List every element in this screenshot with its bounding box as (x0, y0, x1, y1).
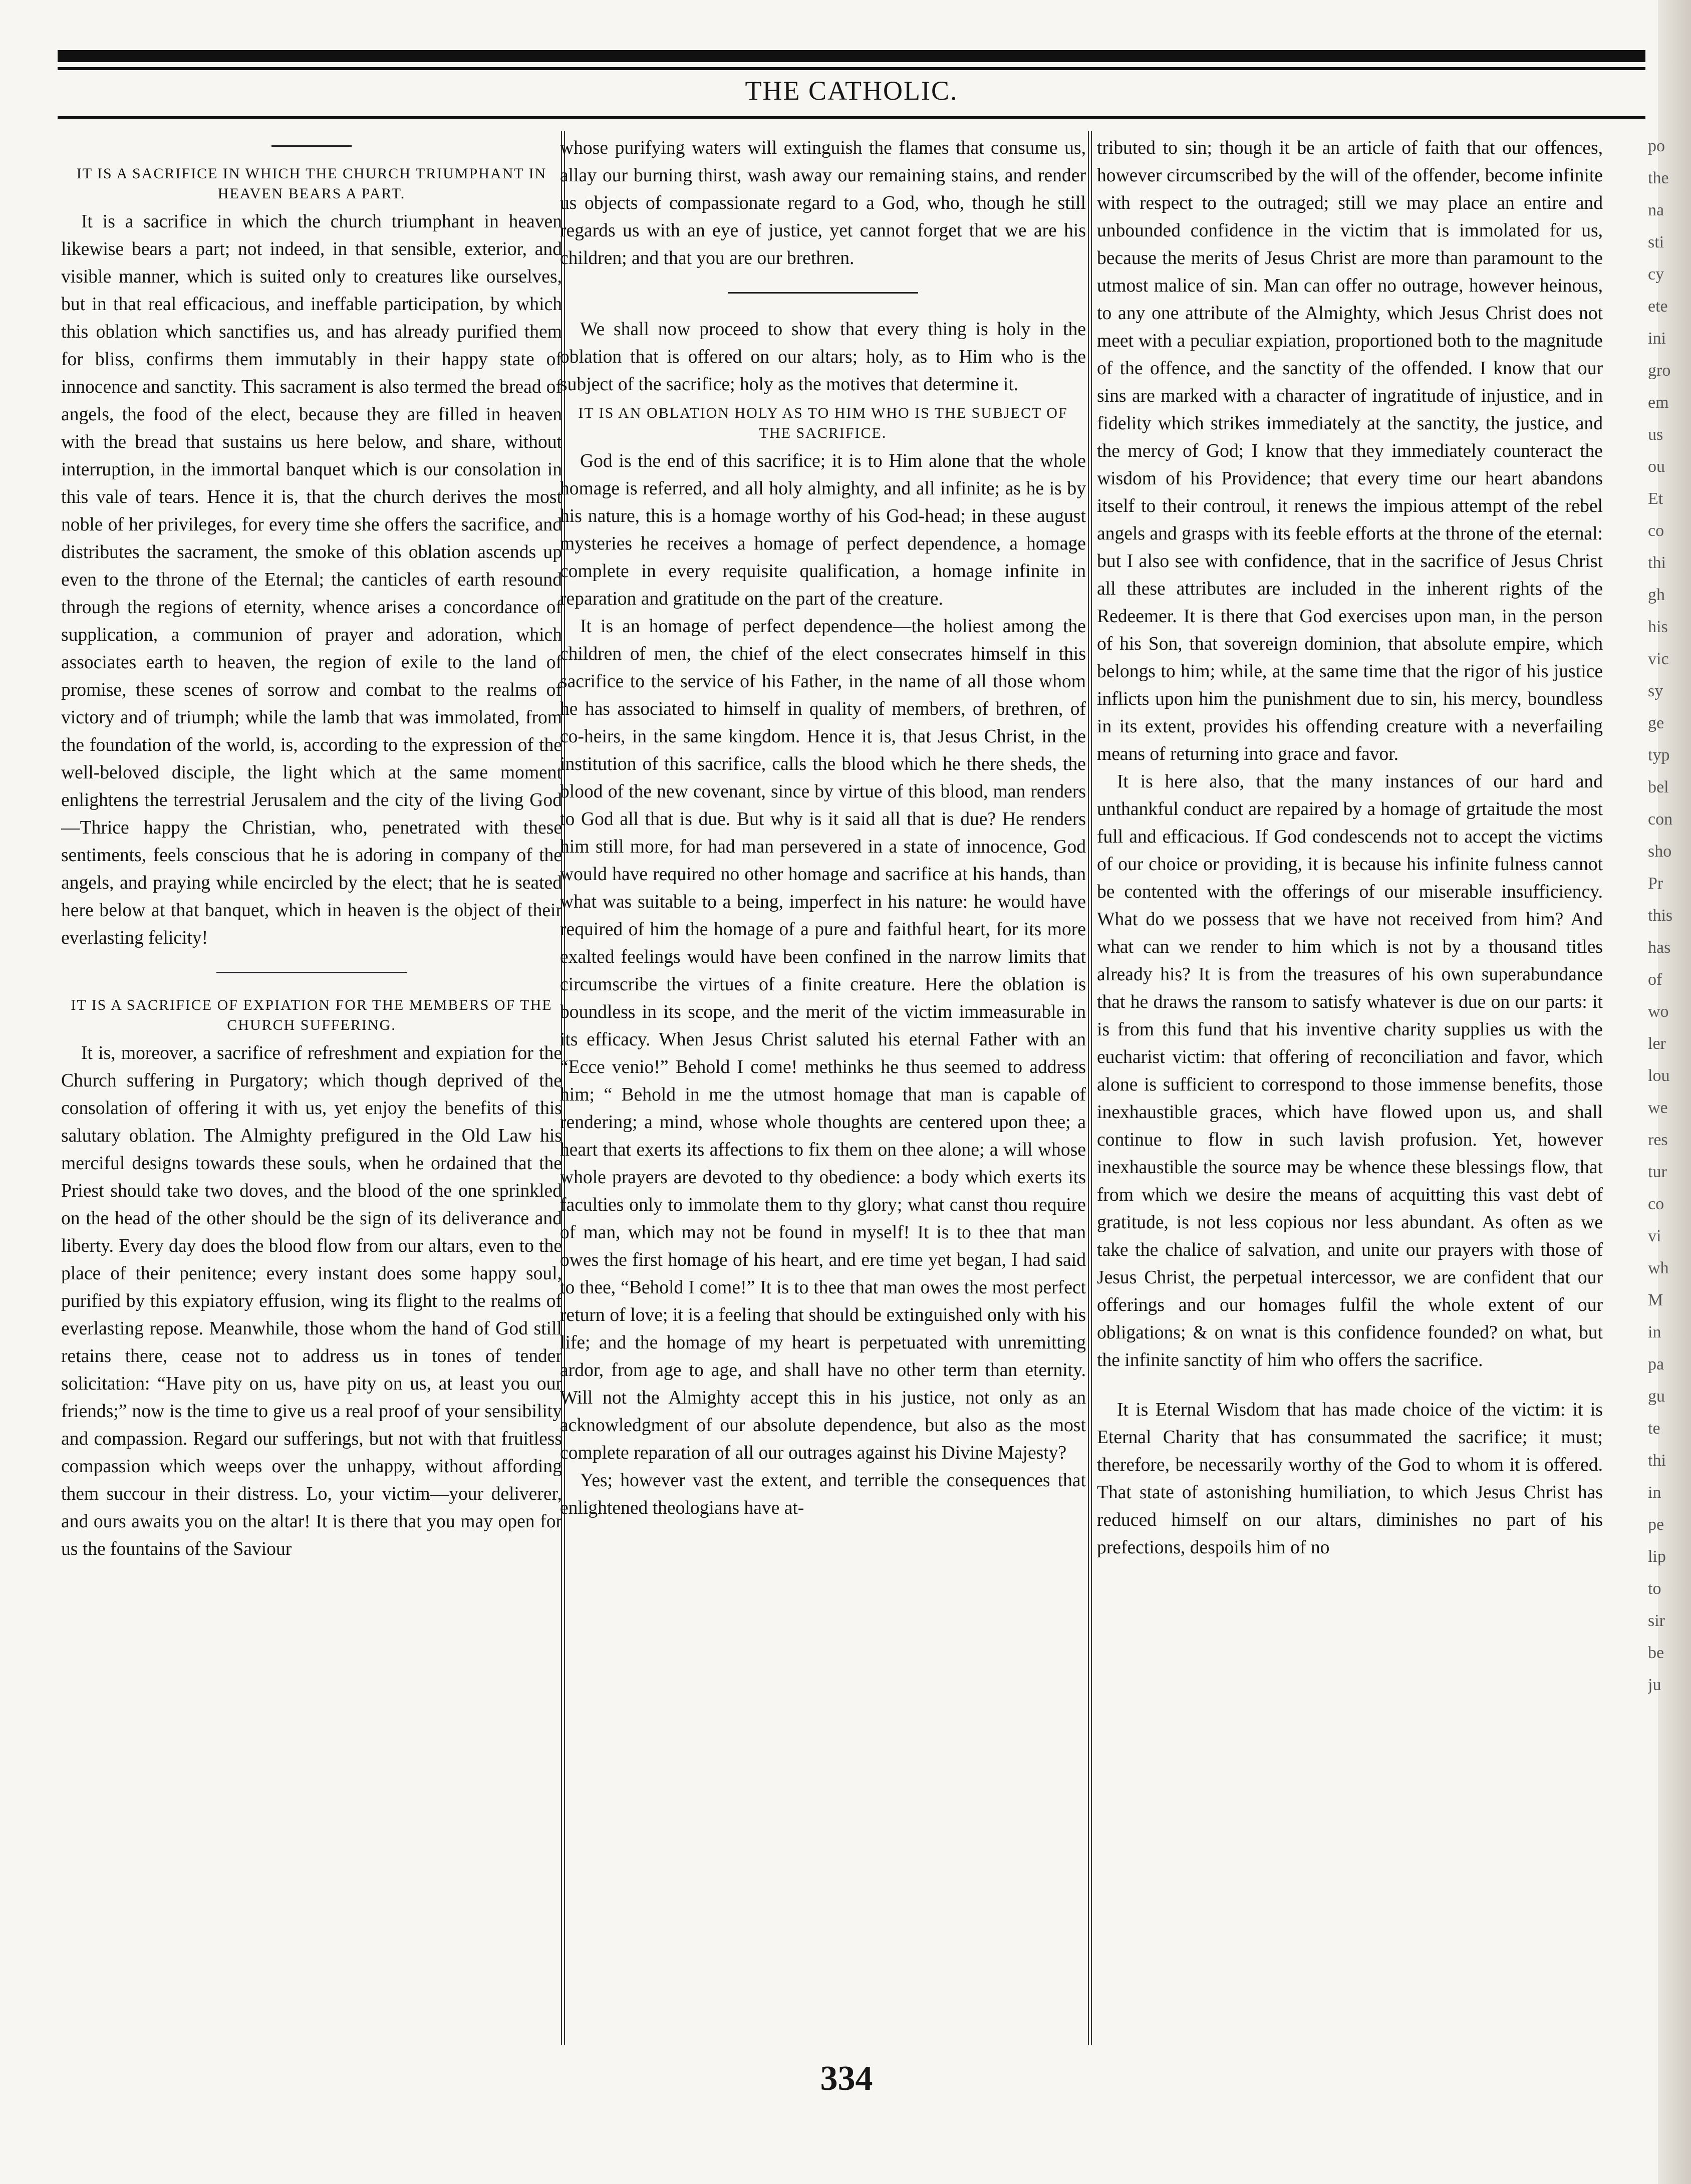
paragraph: Yes; however vast the extent, and terrible the consequences that enlightened theologians have at- (560, 1470, 1086, 1518)
paragraph: We shall now proceed to show that every thing is holy in the oblation that is offered on our altars; holy, as to Him who is the subject of the sacrifice; holy as the motives that determine it. (560, 319, 1086, 395)
section-separator (271, 145, 352, 147)
paragraph: It is a sacrifice in which the church triumphant in heaven likewise bears a part; not indeed, in that sensible, exterior, and visible manner, which is suited only to creatures like ourselves, but in that real efficacious, and ineffable participation, by which this oblation which sanctifies us, and has already purified them for bliss, confirms them immutably in their happy state of innocence and sanctity. This sacrament is also termed the bread of angels, the food of the elect, because they are filled in heaven with the bread that sustains us here below, and share, without interruption, in the immortal banquet which is our consolation in this vale of tears. Hence it is, that the church derives the most noble of her privileges, for every time she offers the sacrifice, and distributes the sacrament, the smoke of this oblation ascends up even to the throne of the Eternal; the canticles of earth resound through the regions of eternity, whence arises a concordance of supplication, a communion of prayer and adoration, which associates earth to heaven, the region of exile to the land of promise, these scenes of sorrow and combat to the realms of victory and of triumph; while the lamb that was immolated, from the foundation of the world, is, according to the expression of the well-beloved disciple, the light which at the same moment enlightens the terrestrial Jerusalem and the city of the living God—Thrice happy the Christian, who, penetrated with these sentiments, feels conscious that he is adoring in company of the angels, and praying while encircled by the elect; that he is seated here below at that banquet, which in heaven is the object of their everlasting felicity! (61, 211, 562, 948)
adjacent-page-fragments: po the na sti cy ete ini gro em us ou Et co thi gh his vic sy ge typ bel con sho Pr this has of wo ler lou we res tur co vi wh M in pa gu te thi in pe lip to sir be ju (1648, 137, 1673, 1694)
paragraph: It is an homage of perfect dependence—the holiest among the children of men, the chief of the elect consecrates himself in this sacrifice to the service of his Father, in the name of all those whom he has associated to himself in quality of members, of brethren, of co-heirs, in the same kingdom. Hence it is, that Jesus Christ, in the institution of this sacrifice, calls the blood which he there sheds, the blood of the new covenant, since by virtue of this blood, man renders to God all that is due. But why is it said all that is due? He renders him still more, for had man persevered in a state of innocence, God would have required no other homage and sacrifice at his hands, than what was suitable to a being, imperfect in his nature: he would have required of him the homage of a pure and faithful heart, for its more exalted feelings would have been confined in the narrow limits that circumscribe the virtues of a finite creature. Here the oblation is boundless in its scope, and the merit of the victim immeasurable in its efficacy. When Jesus Christ saluted his eternal Father with an “Ecce venio!” Behold I come! methinks he thus seemed to address him; “ Behold in me the utmost homage that man is capable of rendering; a mind, whose whole thoughts are centered upon thee; a heart that exerts its affections to fix them on thee alone; a will whose whole prayers are devoted to thy obedience: a body which exerts its faculties only to immolate them to thy glory; what canst thou require of man, which may not be found in myself! It is to thee that man owes the first homage of his heart, and ere time yet began, I had said to thee, “Behold I come!” It is to thee that man owes the most perfect return of love; it is a feeling that should be extinguished only with his life; and the homage of my heart is perpetuated with unremitting ardor, from age to age, and shall have no other term than eternity. Will not the Almighty accept this in his justice, not only as an acknowledgment of our absolute dependence, but also as the most complete reparation of all our outrages against his Divine Majesty? (560, 616, 1086, 1463)
section-heading: IT IS AN OBLATION HOLY AS TO HIM WHO IS THE SUBJECT OF THE SACRIFICE. (578, 405, 1068, 441)
column-2 (560, 134, 1086, 2068)
column-1 (61, 134, 562, 2068)
column-divider-2 (1088, 131, 1092, 2045)
paragraph: tributed to sin; though it be an article of faith that our offences, however circumscribed by the will of the offender, become infinite with respect to the outraged; still we may place an entire and unbounded confidence in the victim that is immolated for us, because the merits of Jesus Christ are more than paramount to the utmost malice of sin. Man can offer no outrage, however heinous, to any one attribute of the Almighty, which Jesus Christ does not meet with a peculiar expiation, proportioned both to the magnitude of the offence, and the sanctity of the offended. I know that our sins are marked with a character of ingratitude of injustice, and in fidelity which strikes immediately at the sanctity, the justice, and the mercy of God; I know that they immediately counteract the wisdom of his Providence; that every time our heart abandons itself to their controul, it renews the impious attempt of the rebel angels and grasps with its feeble efforts at the throne of the eternal: but I also see with confidence, that in the sacrifice of Jesus Christ all these attributes are included in the inherent rights of the Redeemer. It is there that God exercises upon man, in the person of his Son, that sovereign dominion, that absolute empire, which belongs to him; while, at the same time that the rigor of his justice inflicts upon him the punishment due to sin, his mercy, boundless in its extent, provides his offending creature with a neverfailing means of returning into grace and favor. (1097, 138, 1603, 764)
section-separator (728, 292, 918, 294)
paragraph: It is Eternal Wisdom that has made choice of the victim: it is Eternal Charity that has consummated the sacrifice; it must; therefore, be necessarily worthy of the God to whom it is offered. That state of astonishing humiliation, to which Jesus Christ has reduced himself on our altars, diminishes no part of his prefections, despoils him of no (1097, 1400, 1603, 1558)
masthead-rule (58, 116, 1645, 119)
section-heading: IT IS A SACRIFICE OF EXPIATION FOR THE MEMBERS OF THE CHURCH SUFFERING. (71, 997, 552, 1033)
paragraph: God is the end of this sacrifice; it is to Him alone that the whole homage is referred, and all holy almighty, and all infinite; as he is by his nature, this is a homage worthy of his God-head; in these august mysteries he receives a homage of perfect dependence, a homage complete in every requisite qualification, a homage infinite in reparation and gratitude on the part of the creature. (560, 451, 1086, 609)
top-thick-rule (58, 50, 1645, 62)
paragraph: It is, moreover, a sacrifice of refreshment and expiation for the Church suffering in Purgatory; which though deprived of the consolation of offering it with us, yet enjoy the benefits of this salutary oblation. The Almighty prefigured in the Old Law his merciful designs towards these souls, when he ordained that the Priest should take two doves, and the blood of the one sprinkled on the head of the other should be the sign of its deliverance and liberty. Every day does the blood flow from our altars, even to the place of their penitence; every instant does some happy soul, purified by this expiatory effusion, wing its flight to the realms of everlasting repose. Meanwhile, those whom the hand of God still retains there, cease not to address us in tones of tender solicitation: “Have pity on us, have pity on us, at least you our friends;” now is the time to give us a real proof of your sensibility and compassion. Regard our sufferings, but not with that fruitless compassion which weeps over the unhappy, without affording them succour in their distress. Lo, your victim—your deliverer, and ours awaits you on the altar! It is there that you may open for us the fountains of the Saviour (61, 1043, 562, 1559)
section-heading: IT IS A SACRIFICE IN WHICH THE CHURCH TRIUMPHANT IN HEAVEN BEARS A PART. (76, 165, 547, 202)
masthead-title: THE CATHOLIC. (745, 76, 958, 106)
section-separator (216, 972, 407, 973)
top-thin-rule (58, 67, 1645, 70)
paragraph-gap (1097, 1374, 1603, 1396)
paragraph: It is here also, that the many instances of our hard and unthankful conduct are repaired by a homage of grtaitude the most full and efficacious. If God condescends not to accept the victims of our choice or providing, it is because his infinite fulness cannot be contented with the offerings of our miserable insufficiency. What do we possess that we have not received from him? And what can we render to him which is not by a thousand titles already his? It is from the treasures of his own superabundance that he draws the ransom to satisfy whatever is due on our parts: it is from this fund that his inventive charity supplies us with the eucharist victim: that offering of reconciliation and favor, which alone is sufficient to correspond to those immense benefits, those inexhaustible graces, which have flowed upon us, and shall continue to flow in such lavish profusion. Yet, however inexhaustible the source may be whence these blessings flow, that from which we desire the means of acquitting this vast debt of gratitude, is not less copious nor less abundant. As often as we take the chalice of salvation, and unite our prayers with those of Jesus Christ, the perpetual intercessor, we are confident that our offerings and our homages fulfil the whole extent of our obligations; & on wnat is this confidence founded? on what, but the infinite sanctity of him who offers the sacrifice. (1097, 771, 1603, 1371)
paragraph: whose purifying waters will extinguish the flames that consume us, allay our burning thirst, wash away our remaining stains, and render us objects of compassionate regard to a God, who, though he still regards us with an eye of justice, yet cannot forget that we are his children; and that you are our brethren. (560, 138, 1086, 268)
column-3 (1097, 134, 1603, 2068)
page-number: 334 (820, 2059, 873, 2098)
